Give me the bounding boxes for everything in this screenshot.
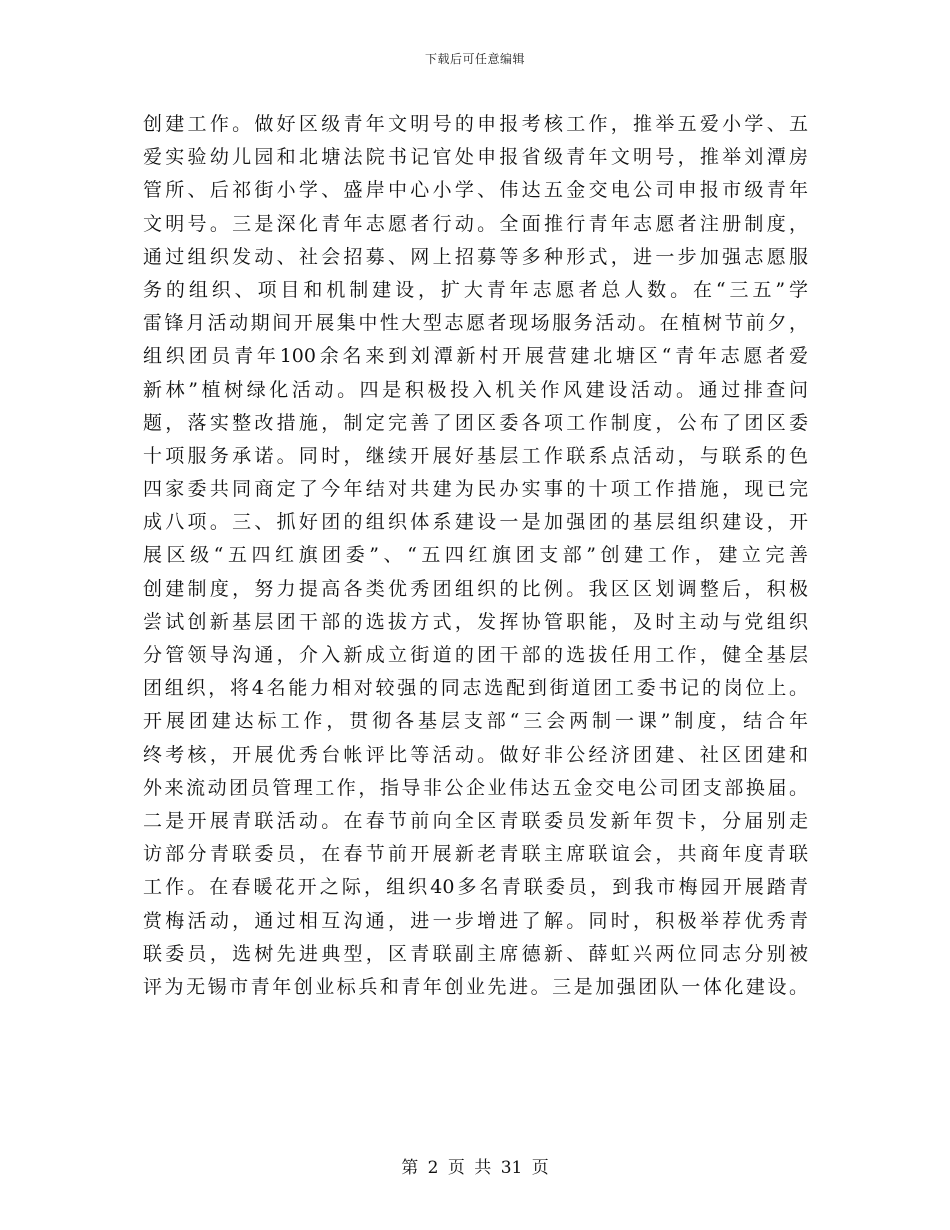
text-line: 文明号。三是深化青年志愿者行动。全面推行青年志愿者注册制度， <box>143 212 808 235</box>
text-line: 通过组织发动、社会招募、网上招募等多种形式，进一步加强志愿服 <box>143 245 808 268</box>
page-number: 第 2 页 共 31 页 <box>401 1158 549 1178</box>
text-line: 四家委共同商定了今年结对共建为民办实事的十项工作措施，现已完 <box>143 478 808 501</box>
text-line: 外来流动团员管理工作，指导非公企业伟达五金交电公司团支部换届。 <box>143 776 808 799</box>
text-line: 二是开展青联活动。在春节前向全区青联委员发新年贺卡，分届别走 <box>143 809 808 832</box>
text-line: 访部分青联委员，在春节前开展新老青联主席联谊会，共商年度青联 <box>143 843 808 866</box>
text-line: 创建工作。做好区级青年文明号的申报考核工作，推举五爱小学、五 <box>143 113 808 135</box>
text-line: 管所、后祁街小学、盛岸中心小学、伟达五金交电公司申报市级青年 <box>143 179 808 202</box>
body-text <box>143 108 808 1004</box>
text-line: 成八项。三、抓好团的组织体系建设一是加强团的基层组织建设，开 <box>143 511 808 534</box>
text-line: 赏梅活动，通过相互沟通，进一步增进了解。同时，积极举荐优秀青 <box>143 909 808 932</box>
text-line: 终考核，开展优秀台帐评比等活动。做好非公经济团建、社区团建和 <box>143 743 808 766</box>
text-line: 开展团建达标工作，贯彻各基层支部“三会两制一课”制度，结合年 <box>143 710 808 733</box>
text-line: 尝试创新基层团干部的选拔方式，发挥协管职能，及时主动与党组织 <box>143 610 808 633</box>
text-line: 团组织，将4名能力相对较强的同志选配到街道团工委书记的岗位上。 <box>143 677 808 700</box>
text-line: 创建制度，努力提高各类优秀团组织的比例。我区区划调整后，积极 <box>143 577 808 600</box>
text-line: 组织团员青年100余名来到刘潭新村开展营建北塘区“青年志愿者爱 <box>143 345 808 368</box>
text-line: 展区级“五四红旗团委”、“五四红旗团支部”创建工作，建立完善 <box>143 544 808 567</box>
text-line: 分管领导沟通，介入新成立街道的团干部的选拔任用工作，健全基层 <box>143 644 808 666</box>
text-line: 十项服务承诺。同时，继续开展好基层工作联系点活动，与联系的色 <box>143 444 808 467</box>
text-line: 新林”植树绿化活动。四是积极投入机关作风建设活动。通过排查问 <box>143 378 808 401</box>
text-line: 雷锋月活动期间开展集中性大型志愿者现场服务活动。在植树节前夕， <box>143 312 808 335</box>
text-line: 爱实验幼儿园和北塘法院书记官处申报省级青年文明号，推举刘潭房 <box>143 146 808 169</box>
text-line: 务的组织、项目和机制建设，扩大青年志愿者总人数。在“三五”学 <box>143 278 808 301</box>
text-line: 题，落实整改措施，制定完善了团区委各项工作制度，公布了团区委 <box>143 411 808 434</box>
text-line: 联委员，选树先进典型，区青联副主席德新、薛虹兴两位同志分别被 <box>143 942 808 965</box>
page-header: 下载后可任意编辑 <box>424 52 525 66</box>
text-line: 评为无锡市青年创业标兵和青年创业先进。三是加强团队一体化建设。 <box>143 975 808 998</box>
text-line: 工作。在春暖花开之际，组织40多名青联委员，到我市梅园开展踏青 <box>143 876 808 899</box>
